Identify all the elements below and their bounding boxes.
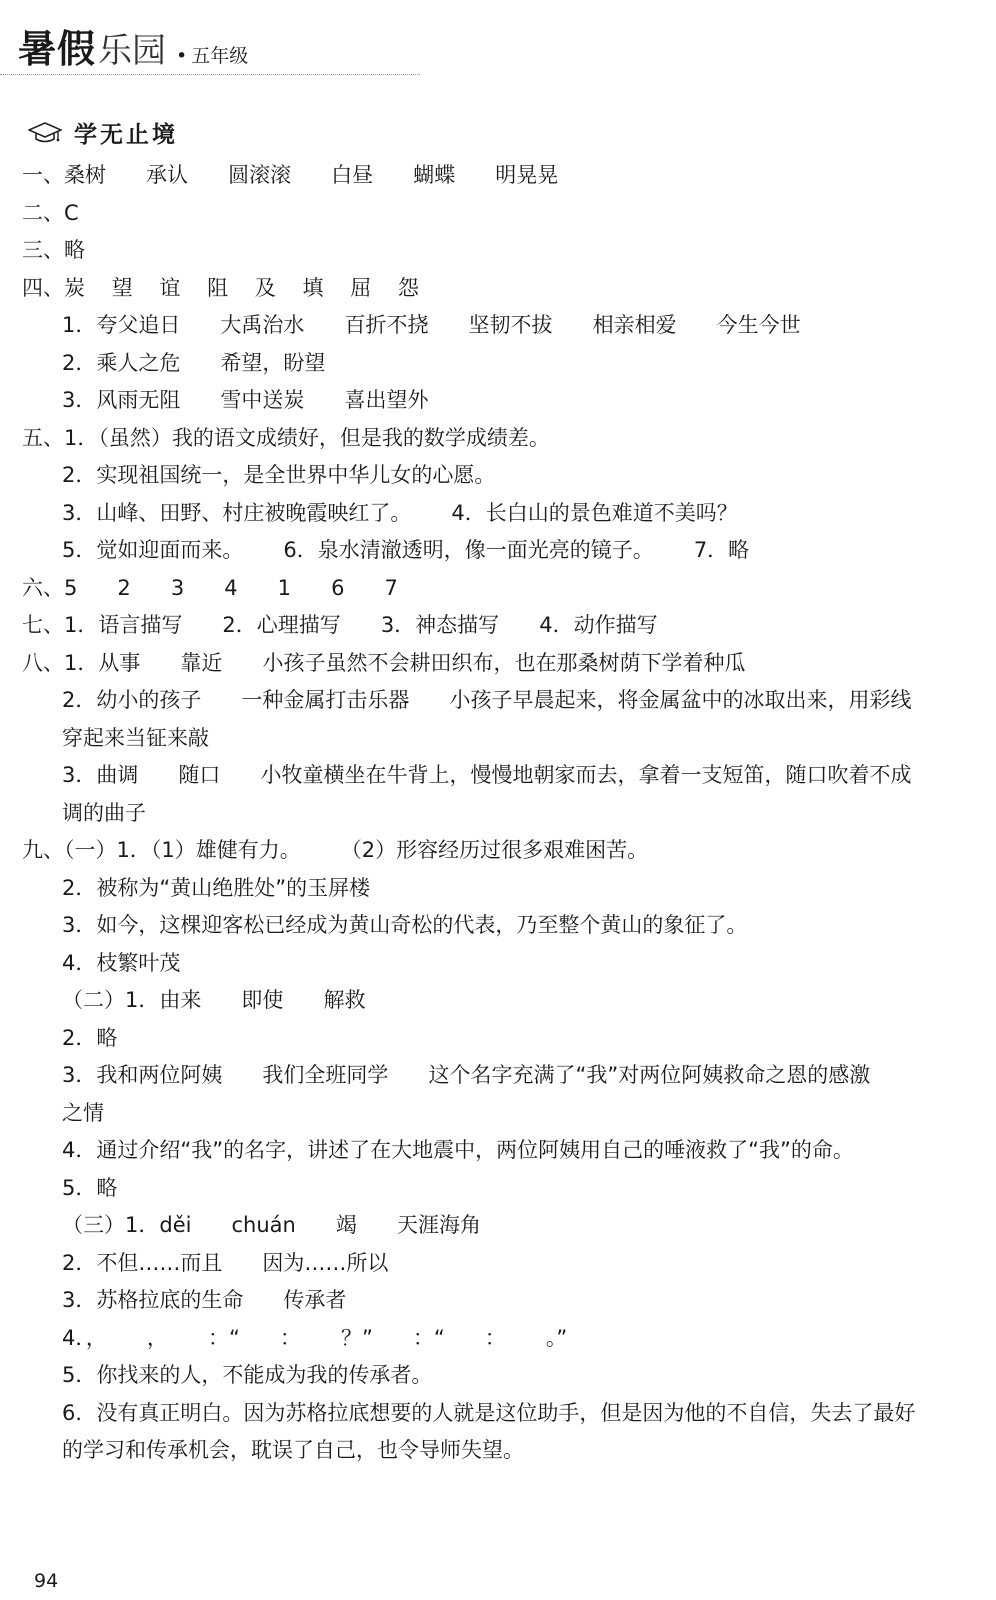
answer-line: 3．风雨无阻 雪中送炭 喜出望外 (62, 388, 429, 412)
answer-line: 穿起来当钲来敲 (62, 725, 209, 750)
answer-line: 3．曲调 随口 小牧童横坐在牛背上，慢慢地朝家而去，拿着一支短笛，随口吹着不成 (62, 763, 912, 787)
header-divider (0, 74, 420, 75)
answer-line: 2．被称为“黄山绝胜处”的玉屏楼 (62, 875, 371, 900)
answer-line: 调的曲子 (62, 800, 146, 825)
answer-line: 4．通过介绍“我”的名字，讲述了在大地震中，两位阿姨用自己的唾液救了“我”的命。 (62, 1138, 854, 1162)
answer-line: （三）1．děi chuán 竭 天涯海角 (62, 1213, 481, 1237)
answer-line: 三、略 (22, 238, 85, 262)
answer-line: 4．， ， ：“ ： ？” ：“ ： 。” (62, 1325, 568, 1350)
answer-list (22, 157, 972, 1470)
answer-line: 2．略 (62, 1025, 118, 1050)
answer-line: 2．不但……而且 因为……所以 (62, 1250, 389, 1275)
answer-line: 6．没有真正明白。因为苏格拉底想要的人就是这位助手，但是因为他的不自信，失去了最好 (62, 1400, 916, 1425)
answer-line: 2．实现祖国统一，是全世界中华儿女的心愿。 (62, 463, 496, 487)
answer-line: （二）1．由来 即使 解救 (62, 988, 366, 1012)
answer-line: 3．如今，这棵迎客松已经成为黄山奇松的代表，乃至整个黄山的象征了。 (62, 913, 748, 937)
page-header (18, 18, 248, 73)
answer-line: 3．我和两位阿姨 我们全班同学 这个名字充满了“我”对两位阿姨救命之恩的感激 (62, 1063, 871, 1087)
page-number: 94 (34, 1570, 59, 1592)
section-heading (28, 116, 178, 149)
answer-line: 九、（一）1．（1）雄健有力。 （2）形容经历过很多艰难困苦。 (22, 838, 649, 862)
answer-line: 4．枝繁叶茂 (62, 950, 181, 975)
answer-line: 3．苏格拉底的生命 传承者 (62, 1288, 347, 1312)
answer-line: 一、桑树 承认 圆滚滚 白昼 蝴蝶 明晃晃 (22, 163, 559, 187)
grade-label: • 五年级 (176, 41, 248, 68)
section-title: 学无止境 (74, 122, 178, 148)
answer-line: 四、炭 望 谊 阻 及 填 屈 怨 (22, 275, 419, 300)
answer-line: 二、C (22, 200, 79, 225)
answer-line: 之情 (62, 1100, 104, 1125)
answer-line: 2．幼小的孩子 一种金属打击乐器 小孩子早晨起来，将金属盆中的冰取出来，用彩线 (62, 688, 912, 712)
answer-line: 3．山峰、田野、村庄被晚霞映红了。 4．长白山的景色难道不美吗？ (62, 500, 738, 525)
brand-title-light: 乐园 (98, 31, 167, 71)
answer-line: 七、1．语言描写 2．心理描写 3．神态描写 4．动作描写 (22, 613, 658, 637)
brand-title-bold: 暑假 (18, 27, 97, 71)
answer-line: 八、1．从事 靠近 小孩子虽然不会耕田织布，也在那桑树荫下学着种瓜 (22, 650, 746, 675)
answer-line: 5．觉如迎面而来。 6．泉水清澈透明，像一面光亮的镜子。 7．略 (62, 538, 750, 562)
graduation-cap-icon (28, 120, 62, 146)
answer-line: 5．略 (62, 1175, 118, 1200)
answer-line: 2．乘人之危 希望，盼望 (62, 350, 326, 375)
answer-line: 5．你找来的人，不能成为我的传承者。 (62, 1363, 433, 1387)
answer-line: 五、1．（虽然）我的语文成绩好，但是我的数学成绩差。 (22, 425, 550, 450)
answer-line: 六、5 2 3 4 1 6 7 (22, 575, 398, 600)
answer-line: 的学习和传承机会，耽误了自己，也令导师失望。 (62, 1438, 524, 1462)
answer-line: 1．夸父追日 大禹治水 百折不挠 坚韧不拔 相亲相爱 今生今世 (62, 313, 801, 337)
